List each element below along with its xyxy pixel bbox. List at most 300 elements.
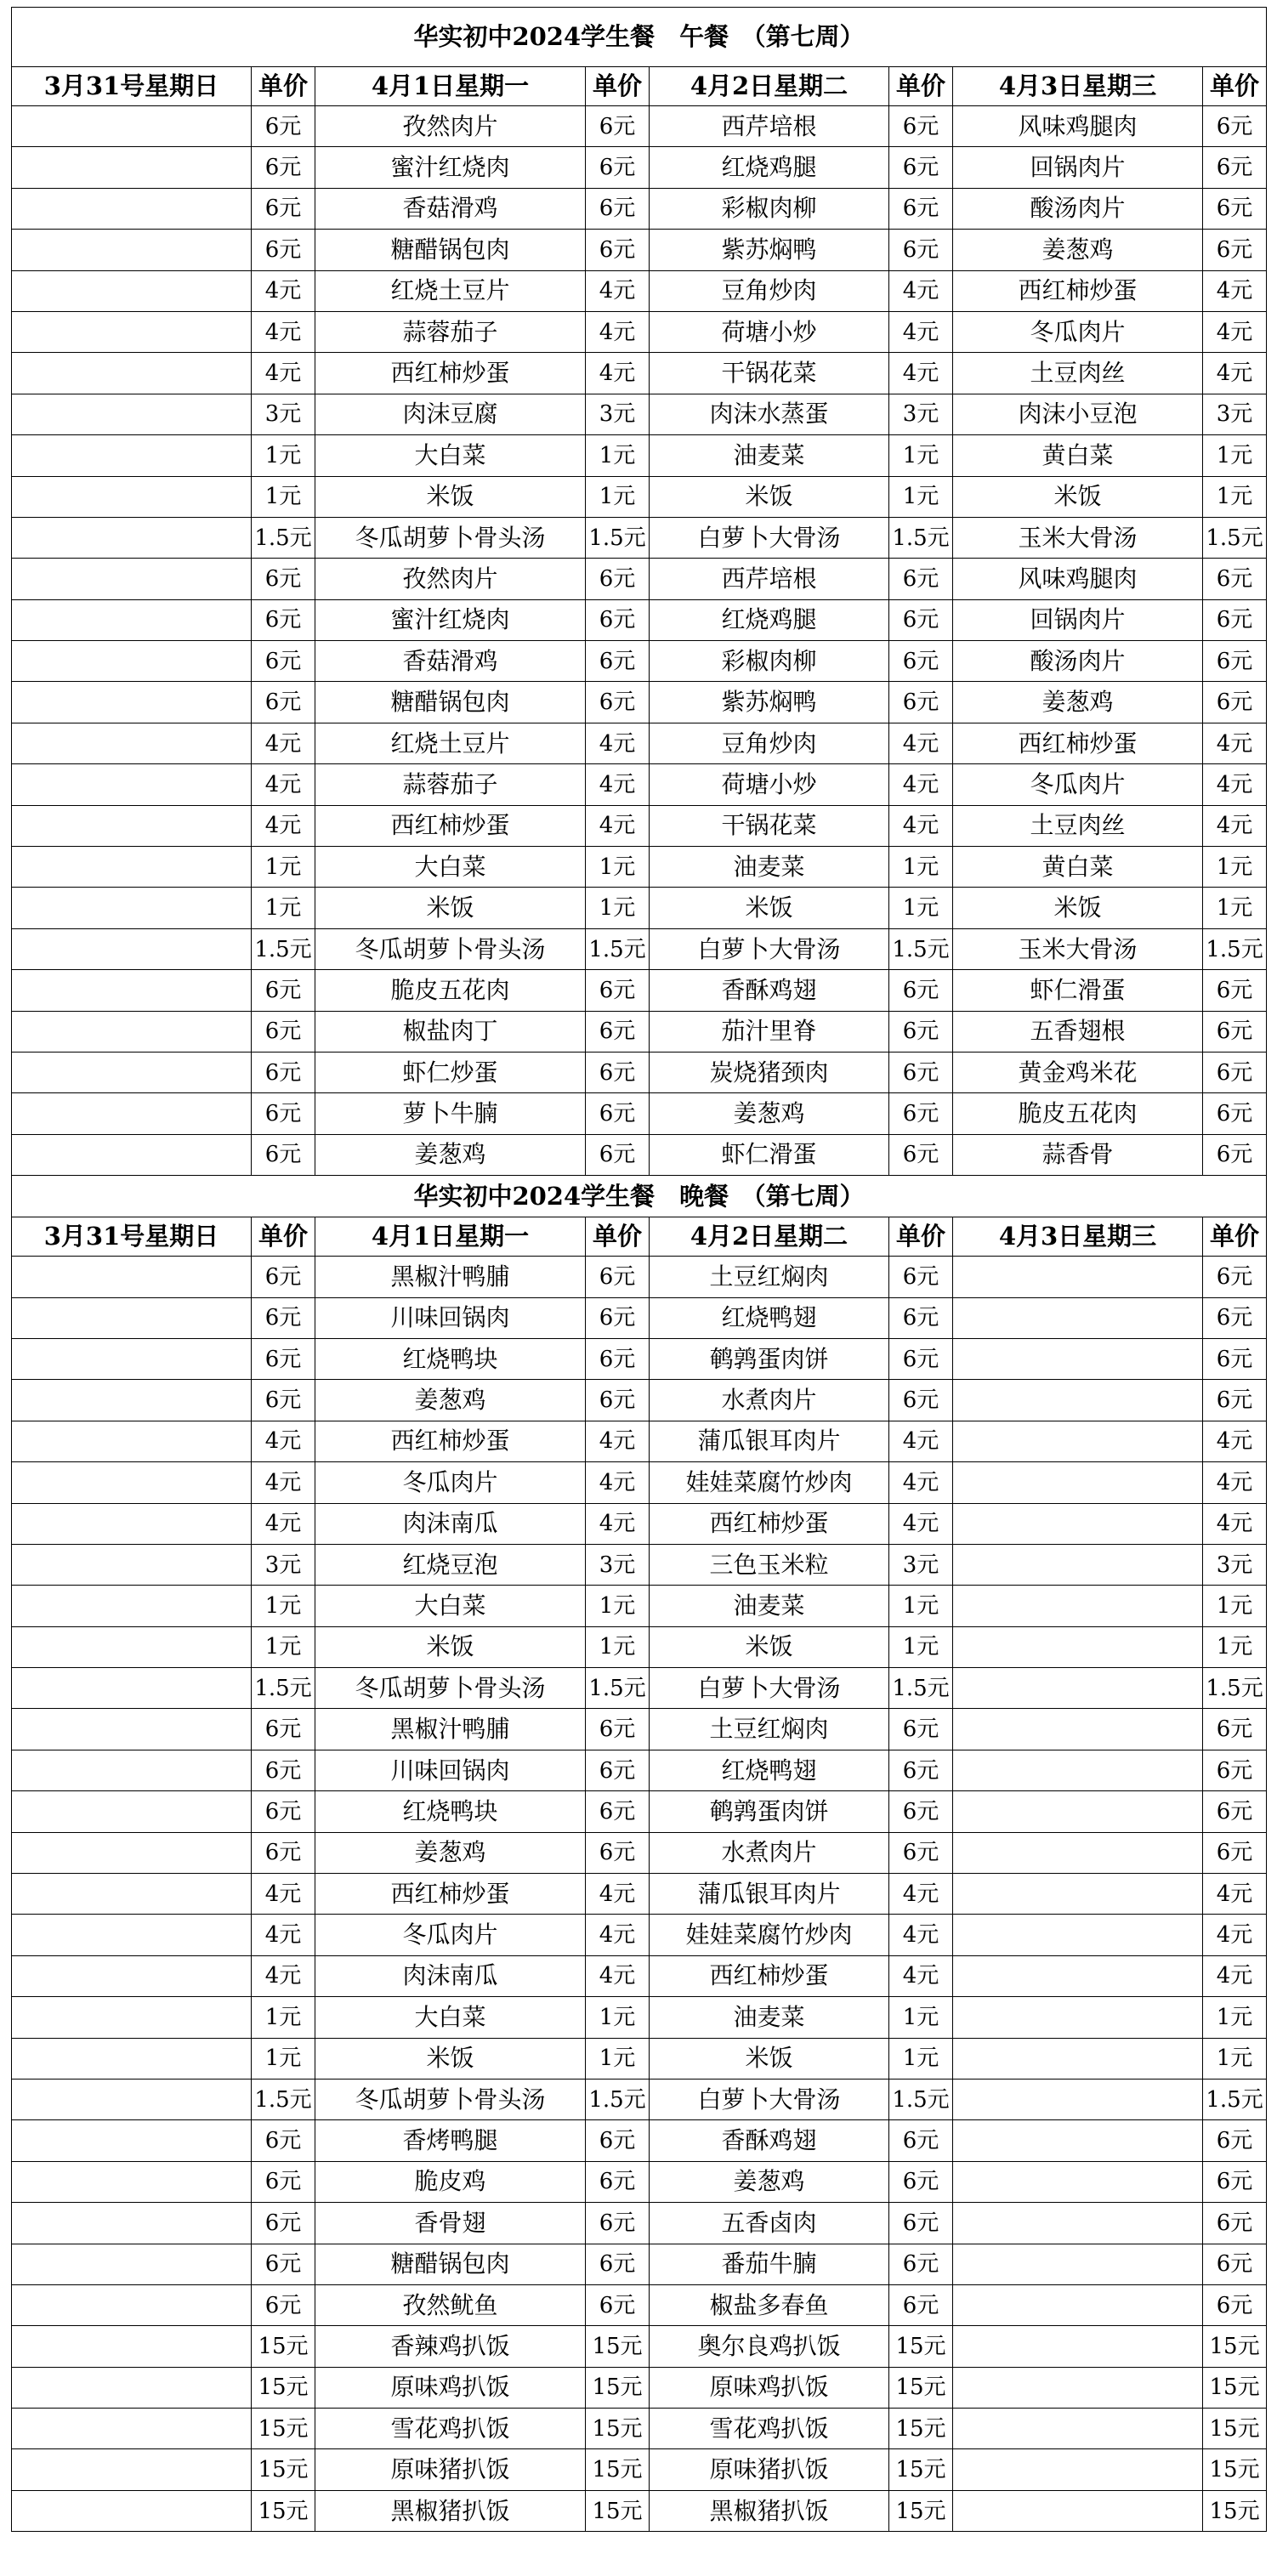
price-cell: 1元	[1203, 435, 1267, 476]
dish-cell: 黄金鸡米花	[953, 1052, 1203, 1092]
price-cell: 6元	[1203, 1791, 1267, 1832]
dinner-table-row	[12, 1750, 1267, 1790]
price-cell: 6元	[889, 1709, 953, 1750]
dish-cell	[12, 2490, 252, 2531]
price-column-header: 单价	[889, 1217, 953, 1257]
dish-cell	[12, 394, 252, 434]
price-cell: 1.5元	[1203, 928, 1267, 969]
dish-cell	[953, 2326, 1203, 2367]
dish-cell: 香烤鸭腿	[315, 2120, 586, 2161]
dish-cell: 白萝卜大骨汤	[650, 1668, 889, 1709]
dish-cell: 米饭	[953, 888, 1203, 928]
price-cell: 1元	[586, 1626, 650, 1667]
price-cell: 4元	[889, 1874, 953, 1915]
lunch-table-row	[12, 188, 1267, 229]
dish-cell	[12, 106, 252, 147]
price-cell: 6元	[889, 1011, 953, 1052]
price-cell: 4元	[889, 270, 953, 311]
dinner-table-row	[12, 2161, 1267, 2202]
price-cell: 6元	[1203, 2244, 1267, 2284]
price-cell: 6元	[889, 106, 953, 147]
price-cell: 1元	[586, 1586, 650, 1626]
dish-cell	[12, 2161, 252, 2202]
dish-cell: 香酥鸡翅	[650, 2120, 889, 2161]
day-column-header: 4月3日星期三	[953, 1217, 1203, 1257]
lunch-table-row	[12, 970, 1267, 1011]
price-cell: 6元	[889, 230, 953, 270]
dish-cell	[12, 1997, 252, 2038]
dish-cell	[12, 1503, 252, 1544]
dish-cell: 土豆肉丝	[953, 353, 1203, 394]
dish-cell: 姜葱鸡	[315, 1134, 586, 1175]
price-cell: 1元	[1203, 1626, 1267, 1667]
price-cell: 1.5元	[889, 517, 953, 558]
dish-cell: 蒜蓉茄子	[315, 311, 586, 352]
price-cell: 6元	[586, 641, 650, 682]
price-cell: 1元	[586, 2038, 650, 2079]
price-cell: 6元	[1203, 2120, 1267, 2161]
price-cell: 6元	[889, 2203, 953, 2244]
price-cell: 4元	[889, 1955, 953, 1996]
price-cell: 15元	[252, 2326, 315, 2367]
price-cell: 6元	[1203, 1380, 1267, 1421]
dish-cell	[12, 2120, 252, 2161]
price-column-header: 单价	[252, 1217, 315, 1257]
dinner-table-row	[12, 1791, 1267, 1832]
price-cell: 6元	[586, 970, 650, 1011]
dish-cell: 红烧鸡腿	[650, 147, 889, 188]
price-cell: 6元	[252, 641, 315, 682]
price-cell: 6元	[586, 1380, 650, 1421]
price-cell: 4元	[1203, 1915, 1267, 1955]
price-cell: 1元	[586, 435, 650, 476]
dish-cell	[12, 1380, 252, 1421]
dish-cell: 肉沫南瓜	[315, 1503, 586, 1544]
price-column-header: 单价	[586, 67, 650, 106]
price-cell: 4元	[889, 311, 953, 352]
dish-cell	[12, 1257, 252, 1297]
lunch-header-row	[12, 67, 1267, 106]
dish-cell: 鹌鹑蛋肉饼	[650, 1338, 889, 1379]
price-cell: 4元	[586, 353, 650, 394]
dish-cell: 米饭	[315, 476, 586, 517]
price-cell: 4元	[252, 1421, 315, 1461]
dinner-header-row	[12, 1217, 1267, 1257]
price-cell: 1.5元	[889, 1668, 953, 1709]
dish-cell: 糖醋锅包肉	[315, 230, 586, 270]
price-cell: 6元	[889, 147, 953, 188]
price-cell: 6元	[586, 1134, 650, 1175]
price-cell: 1元	[889, 847, 953, 888]
dish-cell: 香酥鸡翅	[650, 970, 889, 1011]
price-cell: 1元	[889, 476, 953, 517]
dish-cell: 大白菜	[315, 1997, 586, 2038]
price-cell: 1元	[889, 1586, 953, 1626]
lunch-table-row	[12, 476, 1267, 517]
dish-cell: 三色玉米粒	[650, 1544, 889, 1585]
price-cell: 4元	[1203, 353, 1267, 394]
dish-cell	[12, 353, 252, 394]
price-cell: 6元	[252, 188, 315, 229]
dish-cell	[953, 2203, 1203, 2244]
price-cell: 4元	[586, 764, 650, 805]
price-column-header: 单价	[252, 67, 315, 106]
dish-cell: 冬瓜肉片	[315, 1915, 586, 1955]
price-cell: 6元	[1203, 1257, 1267, 1297]
dish-cell: 冬瓜胡萝卜骨头汤	[315, 2079, 586, 2119]
price-cell: 6元	[1203, 1709, 1267, 1750]
price-cell: 6元	[1203, 2161, 1267, 2202]
price-cell: 6元	[586, 2284, 650, 2325]
price-cell: 6元	[889, 1380, 953, 1421]
dish-cell: 风味鸡腿肉	[953, 106, 1203, 147]
price-cell: 4元	[1203, 270, 1267, 311]
price-cell: 1元	[1203, 847, 1267, 888]
dish-cell: 冬瓜胡萝卜骨头汤	[315, 517, 586, 558]
dinner-table-row	[12, 1832, 1267, 1873]
dish-cell: 娃娃菜腐竹炒肉	[650, 1462, 889, 1503]
price-cell: 6元	[586, 1052, 650, 1092]
dish-cell: 姜葱鸡	[650, 2161, 889, 2202]
dish-cell	[953, 2244, 1203, 2284]
dish-cell: 香骨翅	[315, 2203, 586, 2244]
menu-table	[11, 7, 1267, 2532]
price-cell: 6元	[1203, 1832, 1267, 1873]
dish-cell	[12, 1874, 252, 1915]
price-cell: 6元	[889, 1297, 953, 1338]
price-cell: 6元	[586, 1338, 650, 1379]
dinner-table-row	[12, 1297, 1267, 1338]
price-cell: 1.5元	[252, 1668, 315, 1709]
dish-cell: 豆角炒肉	[650, 723, 889, 763]
price-cell: 4元	[889, 1503, 953, 1544]
price-cell: 6元	[252, 599, 315, 640]
dish-cell: 红烧鸭翅	[650, 1750, 889, 1790]
dish-cell: 奥尔良鸡扒饭	[650, 2326, 889, 2367]
price-cell: 4元	[586, 1955, 650, 1996]
price-cell: 6元	[586, 147, 650, 188]
dish-cell: 米饭	[650, 2038, 889, 2079]
lunch-title-row	[12, 8, 1267, 67]
dish-cell: 番茄牛腩	[650, 2244, 889, 2284]
price-cell: 6元	[252, 1093, 315, 1134]
price-cell: 1.5元	[586, 2079, 650, 2119]
dish-cell: 彩椒肉柳	[650, 641, 889, 682]
dinner-table-row	[12, 1462, 1267, 1503]
price-cell: 6元	[1203, 106, 1267, 147]
price-cell: 6元	[252, 1011, 315, 1052]
price-cell: 4元	[586, 1874, 650, 1915]
lunch-table-row	[12, 888, 1267, 928]
dish-cell: 油麦菜	[650, 847, 889, 888]
price-cell: 6元	[889, 1134, 953, 1175]
price-cell: 6元	[252, 1297, 315, 1338]
dish-cell	[953, 1709, 1203, 1750]
dish-cell	[953, 1626, 1203, 1667]
dish-cell	[953, 2284, 1203, 2325]
dish-cell	[953, 1750, 1203, 1790]
price-cell: 6元	[1203, 1093, 1267, 1134]
dish-cell	[12, 682, 252, 723]
dinner-table-row	[12, 1626, 1267, 1667]
price-cell: 6元	[889, 1052, 953, 1092]
day-column-header: 4月2日星期二	[650, 67, 889, 106]
price-cell: 1.5元	[1203, 1668, 1267, 1709]
dinner-table-row	[12, 1503, 1267, 1544]
dish-cell: 椒盐肉丁	[315, 1011, 586, 1052]
price-cell: 4元	[252, 1503, 315, 1544]
price-cell: 6元	[586, 106, 650, 147]
price-cell: 6元	[586, 1093, 650, 1134]
price-cell: 6元	[252, 2244, 315, 2284]
price-cell: 3元	[889, 394, 953, 434]
lunch-table-row	[12, 764, 1267, 805]
dish-cell: 土豆红焖肉	[650, 1709, 889, 1750]
price-cell: 6元	[1203, 188, 1267, 229]
price-cell: 4元	[252, 311, 315, 352]
dish-cell: 原味猪扒饭	[650, 2449, 889, 2490]
dish-cell	[12, 2449, 252, 2490]
dish-cell	[953, 2120, 1203, 2161]
dish-cell: 虾仁炒蛋	[315, 1052, 586, 1092]
price-cell: 6元	[252, 682, 315, 723]
dish-cell	[12, 1421, 252, 1461]
price-cell: 6元	[252, 230, 315, 270]
price-cell: 4元	[586, 1503, 650, 1544]
price-cell: 3元	[889, 1544, 953, 1585]
price-cell: 6元	[1203, 1338, 1267, 1379]
price-cell: 1元	[889, 1626, 953, 1667]
price-cell: 6元	[252, 1709, 315, 1750]
dinner-table-row	[12, 2490, 1267, 2531]
price-cell: 6元	[586, 188, 650, 229]
dish-cell	[953, 2161, 1203, 2202]
dish-cell: 玉米大骨汤	[953, 928, 1203, 969]
dish-cell: 红烧鸭块	[315, 1791, 586, 1832]
price-cell: 4元	[252, 1874, 315, 1915]
day-column-header: 4月1日星期一	[315, 1217, 586, 1257]
price-cell: 6元	[252, 2203, 315, 2244]
dish-cell: 姜葱鸡	[650, 1093, 889, 1134]
price-column-header: 单价	[1203, 1217, 1267, 1257]
dish-cell: 米饭	[953, 476, 1203, 517]
price-cell: 6元	[1203, 1134, 1267, 1175]
price-cell: 6元	[889, 2284, 953, 2325]
dish-cell: 彩椒肉柳	[650, 188, 889, 229]
price-cell: 1元	[252, 1997, 315, 2038]
dish-cell	[953, 2367, 1203, 2408]
price-cell: 1.5元	[1203, 2079, 1267, 2119]
dish-cell	[953, 1421, 1203, 1461]
dish-cell: 炭烧猪颈肉	[650, 1052, 889, 1092]
dish-cell	[12, 2284, 252, 2325]
lunch-table-row	[12, 641, 1267, 682]
price-cell: 3元	[252, 1544, 315, 1585]
price-cell: 6元	[889, 2161, 953, 2202]
price-cell: 15元	[586, 2409, 650, 2449]
dish-cell	[12, 1052, 252, 1092]
price-cell: 6元	[586, 1011, 650, 1052]
dish-cell: 油麦菜	[650, 1586, 889, 1626]
lunch-table-row	[12, 394, 1267, 434]
dish-cell: 米饭	[650, 888, 889, 928]
dinner-table-row	[12, 1257, 1267, 1297]
dish-cell: 萝卜牛腩	[315, 1093, 586, 1134]
lunch-title: 华实初中2024学生餐 午餐 （第七周）	[12, 8, 1267, 67]
dish-cell: 西红柿炒蛋	[953, 723, 1203, 763]
price-cell: 4元	[586, 1915, 650, 1955]
price-cell: 15元	[586, 2367, 650, 2408]
dish-cell	[12, 764, 252, 805]
dish-cell	[12, 1544, 252, 1585]
dinner-table-row	[12, 2079, 1267, 2119]
dinner-table-row	[12, 2244, 1267, 2284]
price-cell: 6元	[1203, 2203, 1267, 2244]
price-cell: 6元	[252, 1052, 315, 1092]
price-cell: 4元	[252, 1955, 315, 1996]
dish-cell	[12, 230, 252, 270]
dish-cell	[12, 147, 252, 188]
price-cell: 6元	[252, 2284, 315, 2325]
dish-cell	[12, 1297, 252, 1338]
dish-cell: 荷塘小炒	[650, 311, 889, 352]
price-cell: 4元	[586, 270, 650, 311]
price-cell: 6元	[1203, 641, 1267, 682]
dish-cell: 白萝卜大骨汤	[650, 2079, 889, 2119]
price-cell: 4元	[586, 1462, 650, 1503]
price-column-header: 单价	[889, 67, 953, 106]
dish-cell: 姜葱鸡	[315, 1380, 586, 1421]
price-cell: 6元	[252, 1134, 315, 1175]
lunch-table-row	[12, 599, 1267, 640]
dish-cell	[12, 2326, 252, 2367]
price-cell: 15元	[586, 2449, 650, 2490]
price-cell: 15元	[586, 2490, 650, 2531]
dish-cell	[12, 2079, 252, 2119]
price-cell: 15元	[252, 2449, 315, 2490]
dish-cell	[12, 2367, 252, 2408]
price-cell: 1元	[1203, 2038, 1267, 2079]
lunch-table-row	[12, 435, 1267, 476]
dish-cell: 酸汤肉片	[953, 188, 1203, 229]
dish-cell: 玉米大骨汤	[953, 517, 1203, 558]
dish-cell	[12, 1011, 252, 1052]
dish-cell	[953, 1955, 1203, 1996]
price-cell: 6元	[252, 106, 315, 147]
price-cell: 6元	[252, 1750, 315, 1790]
dish-cell: 雪花鸡扒饭	[315, 2409, 586, 2449]
price-cell: 4元	[586, 1421, 650, 1461]
price-cell: 1元	[1203, 476, 1267, 517]
dish-cell	[953, 1257, 1203, 1297]
price-cell: 1.5元	[889, 928, 953, 969]
dish-cell	[12, 2409, 252, 2449]
price-cell: 1元	[889, 888, 953, 928]
dish-cell: 蒜香骨	[953, 1134, 1203, 1175]
price-cell: 1元	[889, 2038, 953, 2079]
price-cell: 4元	[1203, 1955, 1267, 1996]
price-cell: 15元	[889, 2367, 953, 2408]
price-cell: 1元	[889, 1997, 953, 2038]
lunch-table-row	[12, 559, 1267, 599]
price-cell: 1元	[252, 1626, 315, 1667]
price-cell: 1.5元	[586, 1668, 650, 1709]
price-cell: 1.5元	[586, 517, 650, 558]
dish-cell: 干锅花菜	[650, 353, 889, 394]
dish-cell: 大白菜	[315, 847, 586, 888]
price-cell: 4元	[252, 805, 315, 846]
dinner-table-row	[12, 1544, 1267, 1585]
dish-cell: 冬瓜胡萝卜骨头汤	[315, 928, 586, 969]
dish-cell	[953, 1832, 1203, 1873]
dish-cell: 红烧豆泡	[315, 1544, 586, 1585]
price-cell: 6元	[889, 1338, 953, 1379]
lunch-table-row	[12, 517, 1267, 558]
dish-cell	[12, 1668, 252, 1709]
dish-cell	[12, 517, 252, 558]
dish-cell: 荷塘小炒	[650, 764, 889, 805]
dish-cell: 肉沫小豆泡	[953, 394, 1203, 434]
dish-cell: 米饭	[315, 1626, 586, 1667]
dish-cell	[12, 1915, 252, 1955]
price-cell: 15元	[1203, 2367, 1267, 2408]
price-cell: 4元	[1203, 311, 1267, 352]
dish-cell: 原味猪扒饭	[315, 2449, 586, 2490]
price-cell: 6元	[586, 1257, 650, 1297]
dish-cell: 酸汤肉片	[953, 641, 1203, 682]
lunch-table-row	[12, 805, 1267, 846]
dish-cell: 水煮肉片	[650, 1380, 889, 1421]
dish-cell: 蒲瓜银耳肉片	[650, 1421, 889, 1461]
price-cell: 1.5元	[889, 2079, 953, 2119]
price-cell: 6元	[252, 2120, 315, 2161]
day-column-header: 3月31号星期日	[12, 67, 252, 106]
lunch-table-row	[12, 147, 1267, 188]
dish-cell	[953, 1915, 1203, 1955]
dish-cell	[12, 1093, 252, 1134]
price-cell: 3元	[1203, 1544, 1267, 1585]
price-cell: 4元	[889, 353, 953, 394]
price-cell: 6元	[586, 1709, 650, 1750]
price-cell: 6元	[1203, 1052, 1267, 1092]
price-cell: 1.5元	[252, 2079, 315, 2119]
price-cell: 4元	[889, 1462, 953, 1503]
dinner-title: 华实初中2024学生餐 晚餐 （第七周）	[12, 1176, 1267, 1217]
price-cell: 6元	[586, 2244, 650, 2284]
dish-cell	[953, 2038, 1203, 2079]
price-cell: 15元	[889, 2449, 953, 2490]
dish-cell: 紫苏焖鸭	[650, 682, 889, 723]
dish-cell: 豆角炒肉	[650, 270, 889, 311]
price-cell: 6元	[889, 1832, 953, 1873]
price-cell: 6元	[889, 559, 953, 599]
dish-cell: 米饭	[315, 888, 586, 928]
dish-cell: 油麦菜	[650, 435, 889, 476]
dish-cell: 蜜汁红烧肉	[315, 147, 586, 188]
price-cell: 6元	[586, 2120, 650, 2161]
dish-cell: 肉沫豆腐	[315, 394, 586, 434]
price-cell: 6元	[252, 2161, 315, 2202]
price-cell: 6元	[252, 970, 315, 1011]
price-cell: 4元	[252, 1462, 315, 1503]
price-cell: 6元	[1203, 147, 1267, 188]
price-cell: 15元	[586, 2326, 650, 2367]
price-cell: 1元	[586, 847, 650, 888]
dish-cell	[12, 1709, 252, 1750]
price-cell: 4元	[252, 353, 315, 394]
day-column-header: 4月2日星期二	[650, 1217, 889, 1257]
price-cell: 3元	[586, 1544, 650, 1585]
